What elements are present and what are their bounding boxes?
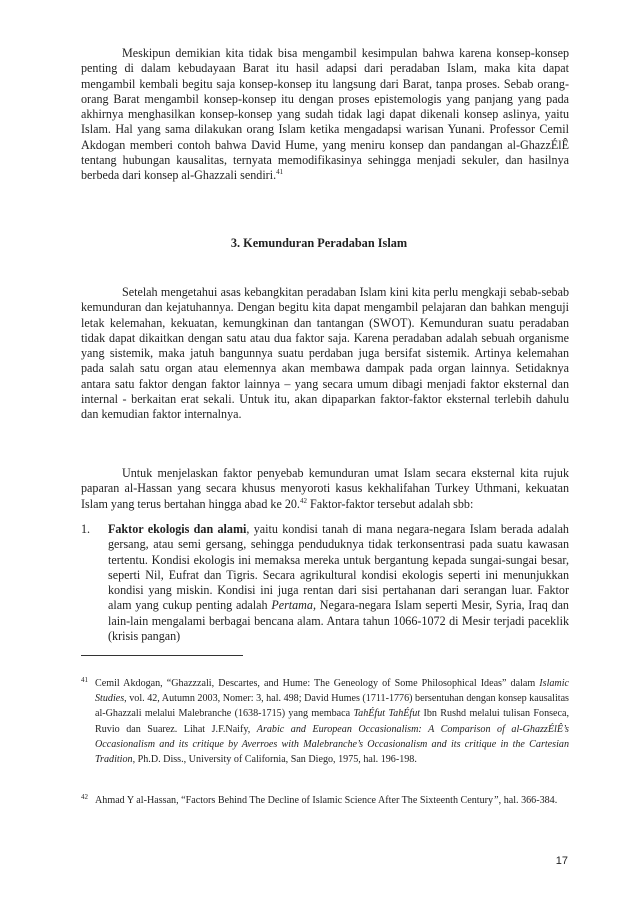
list-item-text-b: Negara-negara Islam seperti Mesir, Syria, Iraq dan lain-lain mengalami berbagai bencana alam. Antara tahun 1066-1072 di Mesir terjadi paceklik (krisis pangan) [108,598,569,644]
footnote-41-text-a: Cemil Akdogan, “Ghazzzali, Descartes, and Hume: The Geneology of Some Philosophical Ideas” dalam [95,678,540,689]
footnote-41-mark: 41 [81,676,88,684]
section-heading: 3. Kemunduran Peradaban Islam [230,236,408,250]
paragraph-external-factors [81,466,569,512]
page-number: 17 [555,855,568,867]
footnote-41 [81,676,569,767]
paragraph-external-text-b: Faktor-faktor tersebut adalah sbb: [306,496,474,511]
footnote-41-journal: Islamic Studies [95,678,569,705]
footnote-ref-41[interactable]: 41 [276,168,284,177]
footnote-42 [81,793,569,808]
footnote-42-quote: ” [493,795,499,806]
list-item-text-a: , yaitu kondisi tanah di mana negara-negara Islam berada adalah gersang, atau semi gersang, sehingga penduduknya tidak terkonsentrasi pada suatu kawasan tertentu. Kondisi ekologis ini memaksa mereka untuk bergantung kepada sungai-sungai besar, seperti Nil, Eufrat dan Tigris. Secara agrikultural kondisi ekologis seperti ini menunjukkan kondisi yang miskin. Kondisi ini juga rentan dari sisi pertahanan dari serangan luar. Faktor alam yang cukup penting adalah [108,522,569,613]
footnote-41-dissertation-title: Arabic and European Occasionalism: A Comparison of al-GhazzÉlÊ’s Occasionalism and its critique by Averroes with Malebranche’s Occasionalism and its critique in the Cartesian Tradition [95,723,569,766]
footnote-41-book-title: TahÉfut TahÉfut [353,708,421,720]
footnote-41-text-b: , vol. 42, Autumn 2003, Nomer: 3, hal. 498; David Humes (1711-1776) bersentuhan dengan konsep kausalitas al-Ghazzali melalui Malebranche (1638-1715) yang membaca [95,693,569,720]
footnote-42-mark: 42 [81,793,88,801]
footnote-41-body [95,676,569,767]
list-item-number: 1. [81,522,91,536]
footnote-divider [81,655,243,656]
list-item-body [108,522,569,644]
footnote-41-text-d: , Ph.D. Diss., University of California, San Diego, 1975, hal. 196-198. [132,754,417,766]
footnote-42-text-b: , hal. 366-384. [498,795,558,806]
list-item-title: Faktor ekologis dan alami [108,522,247,536]
footnote-ref-42[interactable]: 42 [299,496,307,505]
paragraph-decline: Setelah mengetahui asas kebangkitan peradaban Islam kini kita perlu mengkaji sebab-sebab kemunduran dan kejatuhannya. Dengan begitu kita dapat mengambil pelajaran dan bahkan menguji letak kelemahan, kekuatan, kemungkinan dan tantangan (SWOT). Kemunduran suatu peradaban tidak dapat dikaitkan dengan satu atau dua faktor saja. Karena peradaban adalah sebuah organisme yang sistemik, maka jatuh bangunnya suatu perdaban juga bersifat sistemik. Artinya kelemahan pada salah satu organ atau elemennya akan membawa dampak pada organ lainnya. Setidaknya antara satu faktor dengan faktor lainnya – yang secara umum dibagi menjadi faktor eksternal dan internal - berkaitan erat sekali. Untuk itu, akan dipaparkan faktor-faktor eksternal terlebih dahulu dan kemudian faktor internalnya. [81,285,569,422]
footnote-42-text-a: Ahmad Y al-Hassan, “Factors Behind The Decline of Islamic Science After The Sixteenth Century [95,795,494,806]
list-item-italic: Pertama, [271,598,316,613]
list-item [81,522,569,644]
paragraph-intro [81,46,569,184]
paragraph-external-text-a: Untuk menjelaskan faktor penyebab kemunduran umat Islam secara eksternal kita rujuk paparan al-Hassan yang secara khusus menyoroti kasus kekhalifahan Turkey Uthmani, kekuatan Islam yang terus bertahan hingga abad ke 20. [81,466,569,511]
paragraph-intro-text: Meskipun demikian kita tidak bisa mengambil kesimpulan bahwa karena konsep-konsep penting di dalam kebudayaan Barat itu hasil adapsi dari peradaban Islam, maka kita dapat mengambil kembali begitu saja konsep-konsep itu langsung dari Barat, tanpa proses. Sebab orang-orang Barat mengambil konsep-konsep itu dengan proses epistemologis yang panjang yang pada akhirnya menghasilkan konsep-konsep yang sudah tidak lagi dapat dikenali konsep aslinya, yaitu Islam. Hal yang sama dilakukan orang Islam ketika mengadapsi warisan Yunani. Professor Cemil Akdogan memberi contoh bahwa David Hume, yang meniru konsep dan pandangan al-GhazzÉlÊ tentang hubungan kausalitas, ternyata memodifikasinya sehingga menjadi sekuler, dan hasilnya berbeda dari konsep al-Ghazzali sendiri. [81,46,569,183]
footnote-41-text-c: Ibn Rushd melalui tulisan Fonseca, Ruvio dan Suarez. Lihat J.F.Naify, [95,708,570,735]
footnote-42-body [95,793,569,808]
